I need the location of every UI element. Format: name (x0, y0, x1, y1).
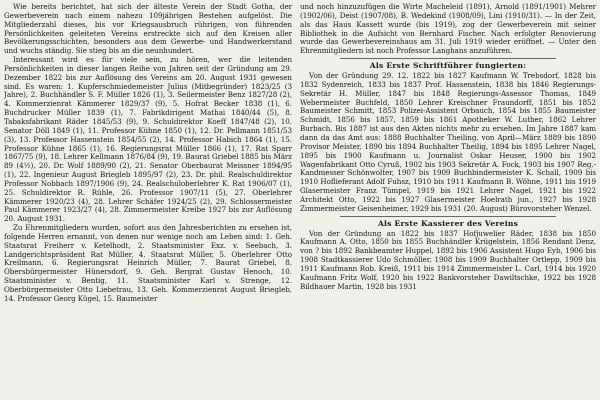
right-column (300, 3, 596, 400)
left-column (4, 3, 292, 400)
chairmen-paragraph: Interessant wird es für viele sein, zu hören, wer die leitenden Persönlichkeiten in dieser langen Reihe von Jahren seit der Gründung am 29. Dezember 1822 bis zur Auflösung des Vereins am 20. August 1931 gewesen sind. Es waren: 1. Kupferschmiedemeister Julius (Mitbegründer) 1823/25 (3 Jahre), 2. Buchhändler S. F. Müller 1826 (1), 3. Seilermeister Benz 1827/28 (2), 4. Kommerzienrat Kämmerer 1829/37 (9), 5. Hofrat Becker 1838 (1), 6. Buchdrucker Müller 1839 (1), 7. Fabrikdirigent Mathai 1840/44 (5), 8. Tabaksfabrikant Räder 1845/53 (9), 9. Schuldirektor Koeff 1847/48 (2), 10. Senator Döll 1849 (1), 11. Professor Kühne 1850 (1), 12. Dr. Pellmann 1851/53 (3), 13. Professor Hassenstein 1854/55 (2), 14. Professor Habich 1864 (1), 15. Professor Kühne 1865 (1), 16. Regierungsrat Müller 1866 (1), 17. Rat Sparr 1867/75 (9), 18. Lehrer Kellmann 1876/84 (9), 19. Baurat Griebel 1885 bis März 89 (4½), 20. Dr. Wolf 1889/90 (2), 21. Senator Oberbaurat Meissner 1894/95 (1), 22. Ingenieur August Briegleb 1895/97 (2), 23. Dr. phil. Realschuldirektor Professor Nobbach 1897/1906 (9), 24. Realschuloberlehrer K. Rat 1906/07 (1), 25. Schuldirektor R. Rühle, 26. Professor 1907/11 (5), 27. Oberlehrer Kämmerer 1920/23 (4), 28. Lehrer Schäfer 1924/25 (2), 29. Schlossermeister Paul Kämmerer 1923/27 (4), 28. Zimmermeister Kreibe 1927 bis zur Auflösung 20. August 1931. (4, 55, 292, 224)
innkeepers-paragraph: und noch hinzuzufügen die Wirte Macheleid (1891), Arnold (1891/1901) Mehrer (1902/06), Deist (1907/08), B. Wedekind (1908/09), Lini (1910/31). — In der Zeit, als das Haus Kassett wurde (bis 1919), zog der Gewerbeverein mit seiner Bibliothek in die Aufsicht von Bernhard Fischer. Nach erfolgter Renovierung wurde das Gewerbevereinshaus am 31. Juli 1919 wieder eröffnet. — Unter den Ehrenmitgliedern ist noch Professor Langhans anzuführen. (300, 3, 596, 56)
intro-paragraph: Wie bereits berichtet, hat sich der älteste Verein der Stadt Gotha, der Gewerbeverein nach einem nahezu 109jährigen Bestehen aufgelöst. Die Mitgliederzahl dieses, bis vor Kriegsausbruch rührigen, von führenden Persönlichkeiten geleiteten Vereins erstreckte sich auf den Kreisen aller Bevölkerungsschichten, besonders aus dem Gewerbe- und Handwerkerstand und wuchs ständig. Sie stieg bis an die neunhundert. (4, 3, 292, 56)
secretaries-paragraph: Von der Gründung 29. 12. 1822 bis 1827 Kaufmann W. Trebsdorf, 1828 bis 1832 Sydenreich, 1833 bis 1837 Prof. Hassenstein, 1838 bis 1846 Regierungs-Sekretär H. Müller, 1847 bis 1848 Regierungs-Assessor Thomas, 1849 Webermeister Buchfeld, 1850 Lehrer Kreischner Fraundorff, 1851 bis 1852 Baumeister Schmitt, 1853 Polizei-Assistent Orbauch, 1854 bis 1855 Baumeister Schmidt, 1856 bis 1857, 1859 bis 1861 Apotheker W. Luther, 1862 Lehrer Burbach. Bis 1887 ist aus den Akten nichts mehr zu ersehen. Im Jahre 1887 kam dann da das Amt aus: 1888 Buchhalter Theiling, von April—März 1889 bis 1890 Provisor Meister, 1890 bis 1894 Buchhalter Theilig, 1894 bis 1895 Lehrer Nagel, 1895 bis 1900 Kaufmann u. Journalist Oskar Heuser, 1900 bis 1902 Wagenfabrikant Otto Cyruß, 1902 bis 1903 Sekretär A. Fock, 1903 bis 1907 Reg.-Kandmesser Schönwolter, 1907 bis 1909 Buchbindermeister K. Schall, 1909 bis 1910 Hoflieferant Adolf Fuhsz, 1910 bis 1911 Kaufmann B. Wöhne, 1911 bis 1919 Glasermeister Franz Tümpel, 1919 bis 1921 Lehrer Nagel, 1921 bis 1922 Architekt Otto, 1922 bis 1927 Glasermeister Hoelrath jun., 1927 bis 1928 Zimmermeister Geisenheimer, 1929 bis 1931 (20. August) Bürovorsteher Wenzel. (300, 71, 596, 213)
honorary-members-paragraph: Zu Ehrenmitgliedern wurden, sofort aus den Jahresberichten zu ersehen ist, folgende Herren ernannt, von denen nur wenige noch am Leben sind: 1. Geh. Staatsrat Freiherr v. Ketelhodt, 2. Staatsminister Exz. v. Seebach, 3. Landgerichtspräsident Rat Müller, 4. Staatsrat Müller, 5. Oberlehrer Otto Kreilmann, 6. Regierungsrat Heinrich Müller, 7. Baurat Griebel, 8. Obersbürgermeister Hünersdorf, 9. Geh. Bergrat Gustav Henoch, 10. Staatsminister v. Bentig, 11. Staatsminister Karl v. Strenge, 12. Oberbürgermeister Otto Liebetrau, 13. Geh. Kommerzienrat August Briegleb, 14. Professor Georg Kügel, 15. Baumeister (4, 223, 292, 303)
section-divider (340, 58, 556, 59)
treasurers-heading: Als Erste Kassierer des Vereins (377, 218, 519, 228)
secretaries-heading: Als Erste Schriftführer fungierten: (369, 61, 527, 71)
treasurers-paragraph: Von der Gründung an 1822 bis 1837 Hofjuwelier Räder, 1838 bis 1850 Kaufmann A. Otto, 1850 bis 1855 Buchhändler Krügelstein, 1856 Rendant Denz, von ? bis 1892 Bankbeamter Huppel, 1892 bis 1906 Assistent Hugo Eyb, 1906 bis 1908 Stadtkassierer Udo Schmöller, 1908 bis 1909 Buchhalter Ortlepp, 1909 bis 1911 Kaufmann Rob. Kreiß, 1911 bis 1914 Zimmermeister L. Carl, 1914 bis 1920 Kaufmann Fritz Wolf, 1920 bis 1922 Bankvorsteher Dawiltschke, 1922 bis 1928 Bildhauer Martin, 1928 bis 1931 (300, 228, 596, 291)
section-divider (340, 216, 556, 217)
